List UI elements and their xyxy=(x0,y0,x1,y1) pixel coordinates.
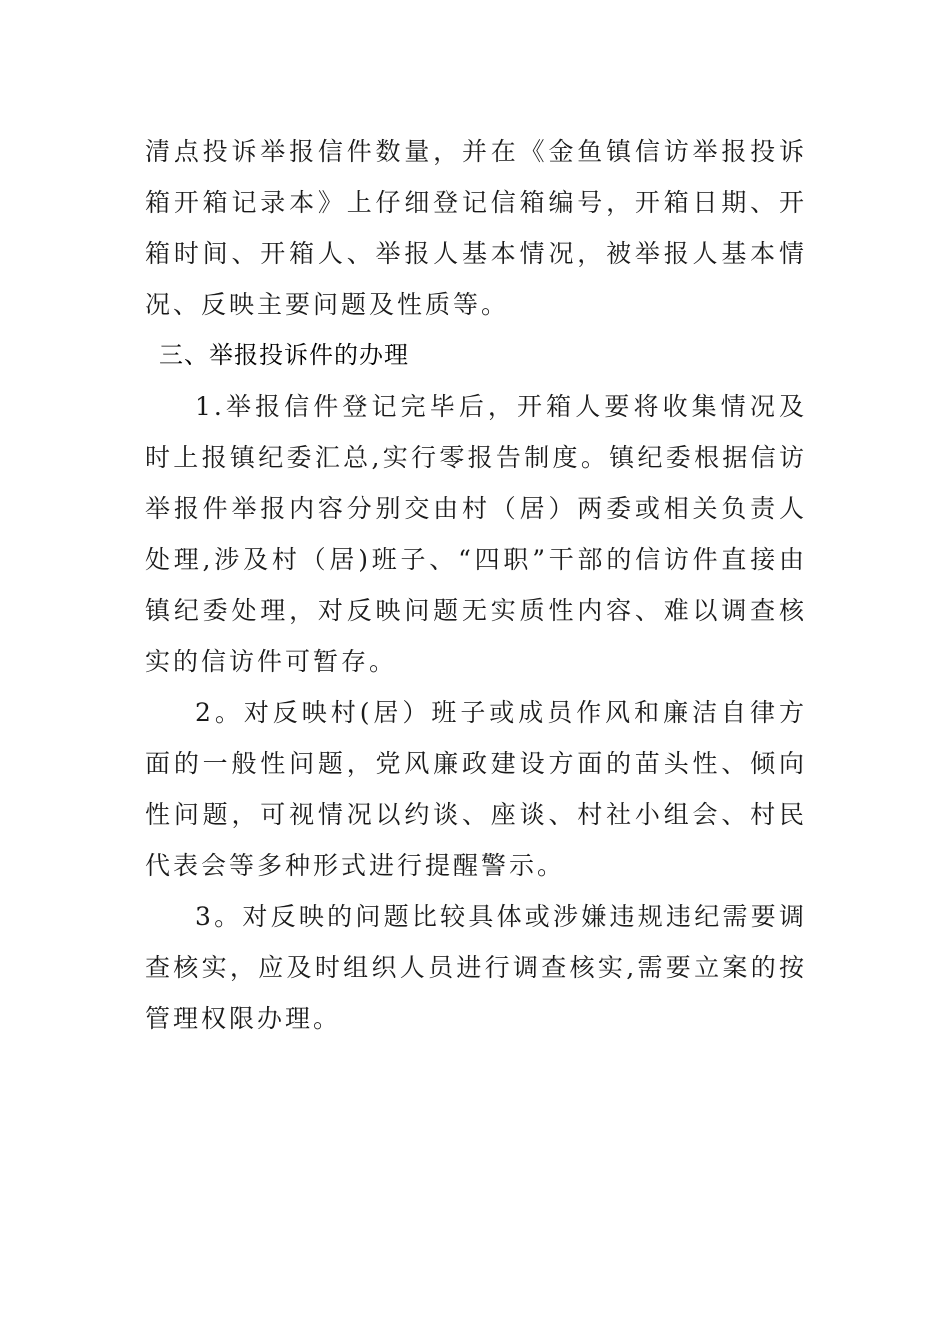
list-item-3: 3。对反映的问题比较具体或涉嫌违规违纪需要调查核实，应及时组织人员进行调查核实,需要立案的按管理权限办理。 xyxy=(145,902,807,1033)
list-item-1: 1.举报信件登记完毕后，开箱人要将收集情况及时上报镇纪委汇总,实行零报告制度。镇纪委根据信访举报件举报内容分别交由村（居）两委或相关负责人处理,涉及村（居)班子、“四职”干部的信访件直接由镇纪委处理，对反映问题无实质性内容、难以调查核实的信访件可暂存。 xyxy=(145,392,807,676)
section-heading: 三、举报投诉件的办理 xyxy=(159,341,409,369)
list-item-2: 2。对反映村(居）班子或成员作风和廉洁自律方面的一般性问题，党风廉政建设方面的苗头性、倾向性问题，可视情况以约谈、座谈、村社小组会、村民代表会等多种形式进行提醒警示。 xyxy=(145,698,807,880)
paragraph-continued: 清点投诉举报信件数量，并在《金鱼镇信访举报投诉箱开箱记录本》上仔细登记信箱编号，开箱日期、开箱时间、开箱人、举报人基本情况，被举报人基本情况、反映主要问题及性质等。 xyxy=(145,137,807,319)
document-body xyxy=(145,126,807,1044)
